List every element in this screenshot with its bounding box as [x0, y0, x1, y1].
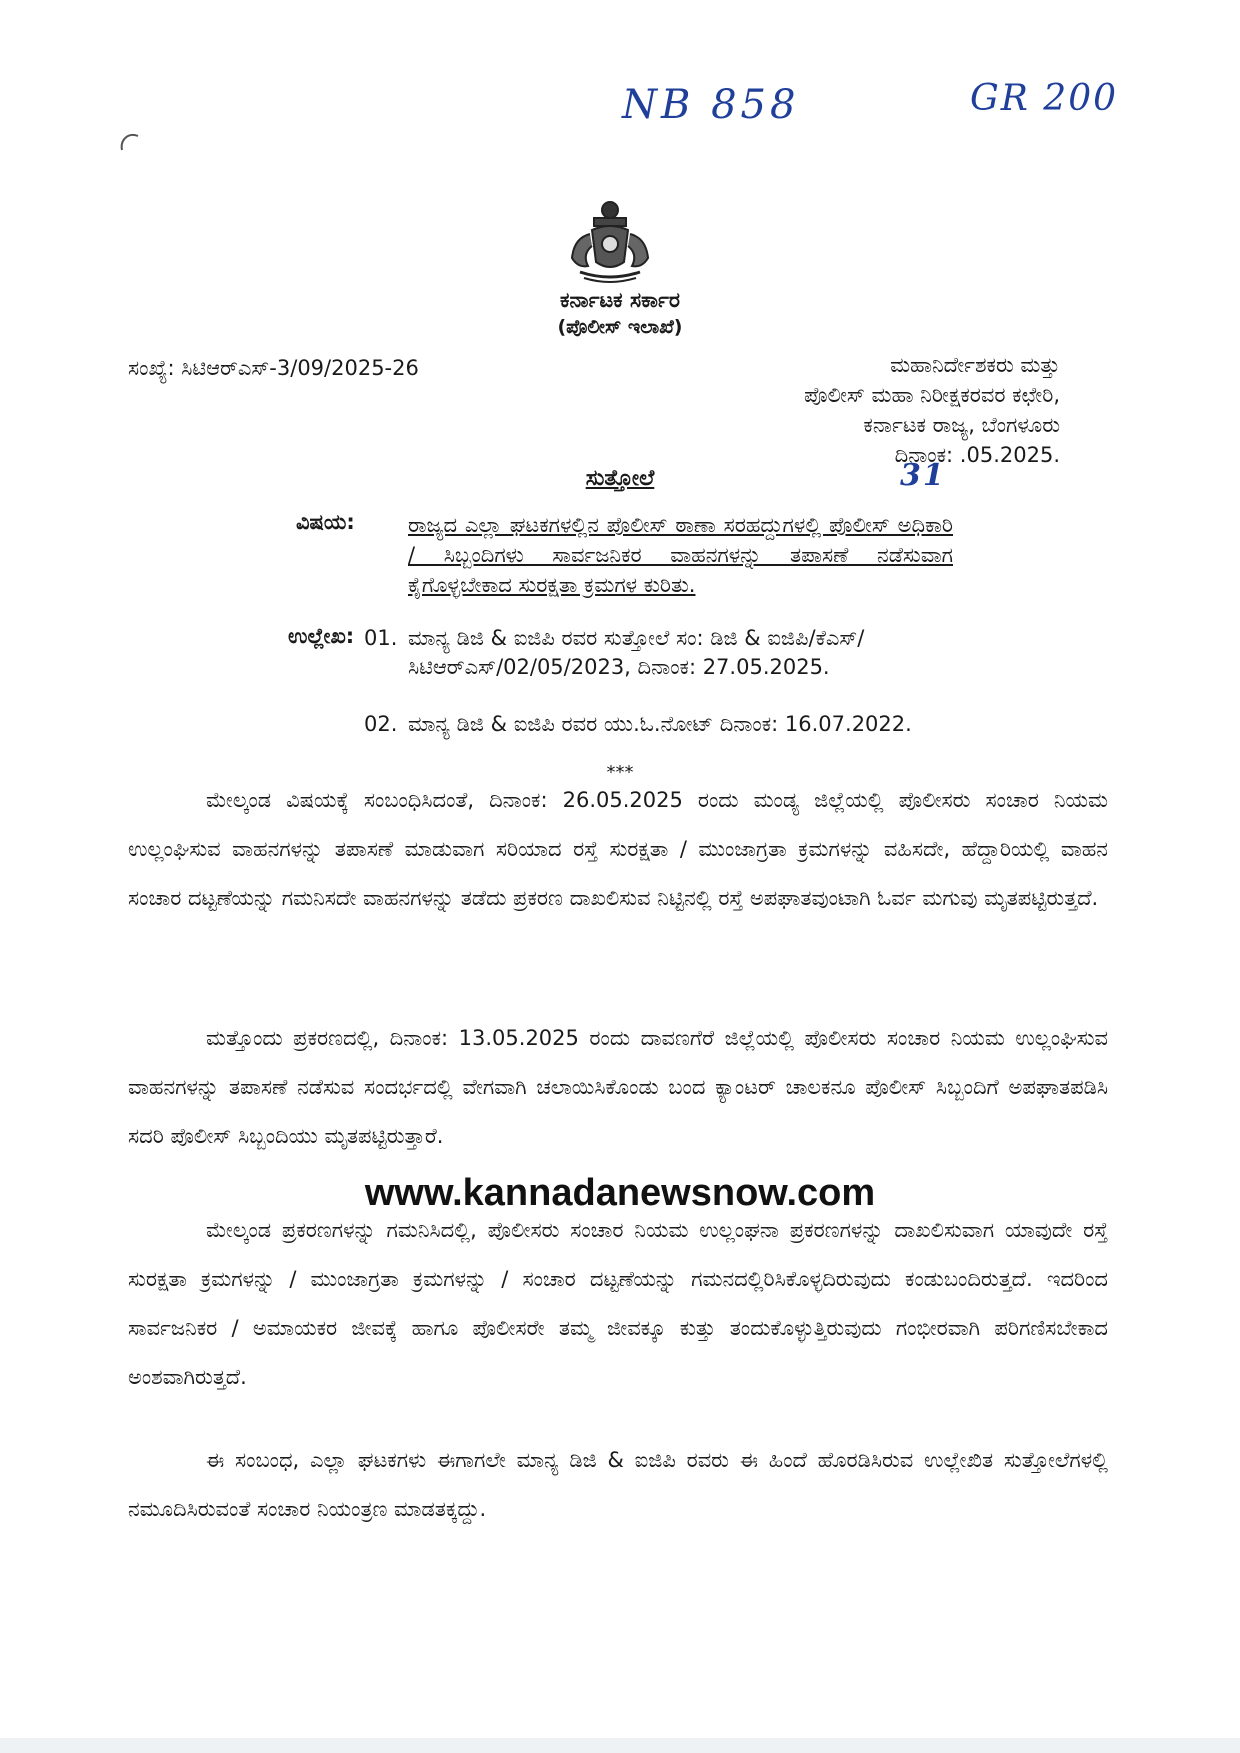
office-line-2: ಪೊಲೀಸ್ ಮಹಾ ನಿರೀಕ್ಷಕರವರ ಕಛೇರಿ, — [804, 383, 1060, 407]
reference-text-2: ಮಾನ್ಯ ಡಿಜಿ & ಐಜಿಪಿ ರವರ ಯು.ಓ.ನೋಟ್ ದಿನಾಂಕ: 16.07.2022. — [408, 712, 912, 736]
reference-number: ಸಂಖ್ಯೆ: ಸಿಟಿಆರ್‌ಎಸ್-3/09/2025-26 — [128, 356, 419, 380]
office-line-3: ಕರ್ನಾಟಕ ರಾಜ್ಯ, ಬೆಂಗಳೂರು — [863, 413, 1060, 437]
reference-text-1: ಮಾನ್ಯ ಡಿಜಿ & ಐಜಿಪಿ ರವರ ಸುತ್ತೋಲೆ ಸಂ: ಡಿಜಿ & ಐಜಿಪಿ/ಕೆಎಸ್/ಸಿಟಿಆರ್‌ಎಸ್/02/05/2023, ದಿನಾಂಕ: 27.05.2025. — [408, 626, 865, 679]
separator-stars: *** — [606, 762, 634, 783]
reference-number-2: 02. — [364, 712, 398, 736]
handwritten-note-left: NB 858 — [622, 82, 800, 128]
smudge-mark-icon — [118, 130, 144, 154]
office-address — [804, 350, 1060, 470]
subject-text: ರಾಜ್ಯದ ಎಲ್ಲಾ ಘಟಕಗಳಲ್ಲಿನ ಪೊಲೀಸ್ ಠಾಣಾ ಸರಹದ್ದುಗಳಲ್ಲಿ ಪೊಲೀಸ್ ಅಧಿಕಾರಿ / ಸಿಬ್ಬಂದಿಗಳು ಸಾರ್ವಜನಿಕರ ವಾಹನಗಳನ್ನು ತಪಾಸಣೆ ನಡೆಸುವಾಗ ಕೈಗೊಳ್ಳಬೇಕಾದ ಸುರಕ್ಷತಾ ಕ್ರಮಗಳ ಕುರಿತು. — [408, 513, 953, 597]
letterhead-government: ಕರ್ನಾಟಕ ಸರ್ಕಾರ — [560, 288, 680, 312]
website-watermark: www.kannadanewsnow.com — [364, 1172, 876, 1214]
circular-heading: ಸುತ್ತೋಲೆ — [585, 466, 655, 491]
office-line-1: ಮಹಾನಿರ್ದೇಶಕರು ಮತ್ತು — [890, 353, 1060, 377]
handwritten-note-right: GR 200 — [970, 78, 1119, 119]
reference-item — [364, 624, 953, 682]
references-label: ಉಲ್ಲೇಖ: — [288, 624, 355, 648]
body-paragraph-1: ಮೇಲ್ಕಂಡ ವಿಷಯಕ್ಕೆ ಸಂಬಂಧಿಸಿದಂತೆ, ದಿನಾಂಕ: 26.05.2025 ರಂದು ಮಂಡ್ಯ ಜಿಲ್ಲೆಯಲ್ಲಿ ಪೊಲೀಸರು ಸಂಚಾರ ನಿಯಮ ಉಲ್ಲಂಘಿಸುವ ವಾಹನಗಳನ್ನು ತಪಾಸಣೆ ಮಾಡುವಾಗ ಸರಿಯಾದ ರಸ್ತೆ ಸುರಕ್ಷತಾ / ಮುಂಜಾಗ್ರತಾ ಕ್ರಮಗಳನ್ನು ವಹಿಸದೇ, ಹೆದ್ದಾರಿಯಲ್ಲಿ ವಾಹನ ಸಂಚಾರ ದಟ್ಟಣೆಯನ್ನು ಗಮನಿಸದೇ ವಾಹನಗಳನ್ನು ತಡೆದು ಪ್ರಕರಣ ದಾಖಲಿಸುವ ನಿಟ್ಟಿನಲ್ಲಿ ರಸ್ತೆ ಅಪಘಾತವುಂಟಾಗಿ ಓರ್ವ ಮಗುವು ಮೃತಪಟ್ಟಿರುತ್ತದೆ. — [128, 788, 1108, 910]
karnataka-state-emblem-icon — [560, 196, 660, 284]
body-paragraph-4: ಈ ಸಂಬಂಧ, ಎಲ್ಲಾ ಘಟಕಗಳು ಈಗಾಗಲೇ ಮಾನ್ಯ ಡಿಜಿ & ಐಜಿಪಿ ರವರು ಈ ಹಿಂದೆ ಹೊರಡಿಸಿರುವ ಉಲ್ಲೇಖಿತ ಸುತ್ತೋಲೆಗಳಲ್ಲಿ ನಮೂದಿಸಿರುವಂತೆ ಸಂಚಾರ ನಿಯಂತ್ರಣ ಮಾಡತಕ್ಕದ್ದು. — [128, 1448, 1108, 1521]
reference-number-1: 01. — [364, 626, 398, 650]
letterhead-department: (ಪೊಲೀಸ್ ಇಲಾಖೆ) — [557, 316, 683, 338]
office-date-line: ದಿನಾಂಕ: .05.2025. — [894, 443, 1060, 467]
reference-item — [364, 710, 953, 739]
scan-bottom-edge — [0, 1738, 1240, 1753]
handwritten-date-day: 31 — [900, 458, 946, 493]
body-paragraph-2: ಮತ್ತೊಂದು ಪ್ರಕರಣದಲ್ಲಿ, ದಿನಾಂಕ: 13.05.2025 ರಂದು ದಾವಣಗೆರೆ ಜಿಲ್ಲೆಯಲ್ಲಿ ಪೊಲೀಸರು ಸಂಚಾರ ನಿಯಮ ಉಲ್ಲಂಘಿಸುವ ವಾಹನಗಳನ್ನು ತಪಾಸಣೆ ನಡೆಸುವ ಸಂದರ್ಭದಲ್ಲಿ ವೇಗವಾಗಿ ಚಲಾಯಿಸಿಕೊಂಡು ಬಂದ ಕ್ಯಾಂಟರ್ ಚಾಲಕನೂ ಪೊಲೀಸ್ ಸಿಬ್ಬಂದಿಗೆ ಅಪಘಾತಪಡಿಸಿ ಸದರಿ ಪೊಲೀಸ್ ಸಿಬ್ಬಂದಿಯು ಮೃತಪಟ್ಟಿರುತ್ತಾರೆ. — [128, 1026, 1108, 1148]
subject-label: ವಿಷಯ: — [296, 510, 355, 534]
body-paragraph-3: ಮೇಲ್ಕಂಡ ಪ್ರಕರಣಗಳನ್ನು ಗಮನಿಸಿದಲ್ಲಿ, ಪೊಲೀಸರು ಸಂಚಾರ ನಿಯಮ ಉಲ್ಲಂಘನಾ ಪ್ರಕರಣಗಳನ್ನು ದಾಖಲಿಸುವಾಗ ಯಾವುದೇ ರಸ್ತೆ ಸುರಕ್ಷತಾ ಕ್ರಮಗಳನ್ನು / ಮುಂಜಾಗ್ರತಾ ಕ್ರಮಗಳನ್ನು / ಸಂಚಾರ ದಟ್ಟಣೆಯನ್ನು ಗಮನದಲ್ಲಿರಿಸಿಕೊಳ್ಳದಿರುವುದು ಕಂಡುಬಂದಿರುತ್ತದೆ. ಇದರಿಂದ ಸಾರ್ವಜನಿಕರ / ಅಮಾಯಕರ ಜೀವಕ್ಕೆ ಹಾಗೂ ಪೊಲೀಸರೇ ತಮ್ಮ ಜೀವಕ್ಕೂ ಕುತ್ತು ತಂದುಕೊಳ್ಳುತ್ತಿರುವುದು ಗಂಭೀರವಾಗಿ ಪರಿಗಣಿಸಬೇಕಾದ ಅಂಶವಾಗಿರುತ್ತದೆ. — [128, 1218, 1108, 1389]
